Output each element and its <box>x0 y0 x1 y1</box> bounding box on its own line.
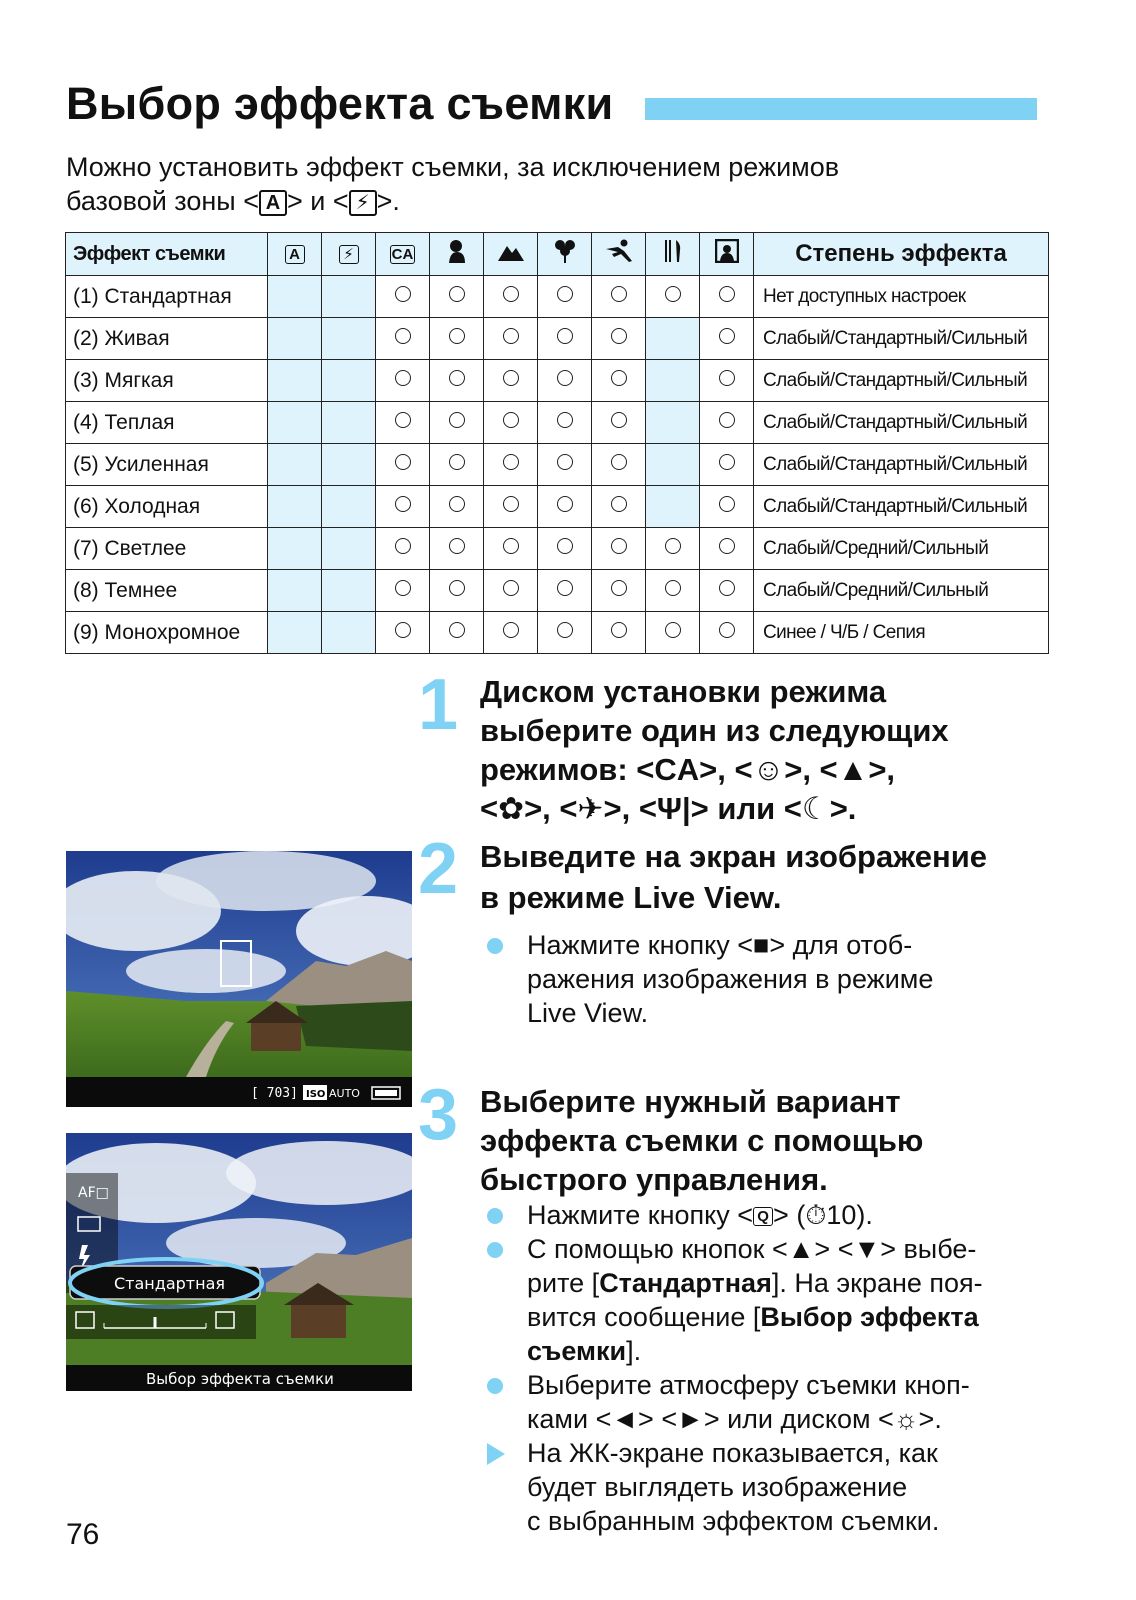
availability-cell <box>646 528 700 570</box>
available-circle-icon <box>665 580 681 596</box>
available-circle-icon <box>557 496 573 512</box>
available-circle-icon <box>611 538 627 554</box>
availability-cell <box>376 276 430 318</box>
step-2-number: 2 <box>418 829 459 909</box>
availability-cell <box>268 528 322 570</box>
availability-cell <box>592 318 646 360</box>
available-circle-icon <box>719 412 735 428</box>
available-circle-icon <box>611 622 627 638</box>
availability-cell <box>268 612 322 654</box>
available-circle-icon <box>557 370 573 386</box>
effect-row <box>66 402 1049 444</box>
available-circle-icon <box>719 328 735 344</box>
availability-cell <box>484 444 538 486</box>
available-circle-icon <box>611 286 627 302</box>
availability-cell <box>700 318 754 360</box>
available-circle-icon <box>665 286 681 302</box>
step-3-bullet-3: Выберите атмосферу съемки кноп- ками <◄> <►> или диском <☼>. <box>487 1368 1047 1436</box>
availability-cell <box>376 402 430 444</box>
available-circle-icon <box>611 496 627 512</box>
available-circle-icon <box>449 370 465 386</box>
available-circle-icon <box>557 580 573 596</box>
availability-cell <box>484 318 538 360</box>
effect-name: (5) Усиленная <box>66 444 268 486</box>
availability-cell <box>484 570 538 612</box>
available-circle-icon <box>611 580 627 596</box>
available-circle-icon <box>449 496 465 512</box>
available-circle-icon <box>611 412 627 428</box>
availability-cell <box>484 528 538 570</box>
effects-table <box>65 232 1049 654</box>
availability-cell <box>538 486 592 528</box>
page-title: Выбор эффекта съемки <box>66 78 614 129</box>
availability-cell <box>430 402 484 444</box>
availability-cell <box>484 360 538 402</box>
effect-level: Слабый/Стандартный/Сильный <box>754 360 1049 402</box>
intro-paragraph <box>66 150 1066 218</box>
available-circle-icon <box>395 538 411 554</box>
screen-caption: Выбор эффекта съемки <box>146 1370 334 1388</box>
availability-cell <box>484 612 538 654</box>
effect-name: (1) Стандартная <box>66 276 268 318</box>
available-circle-icon <box>719 538 735 554</box>
availability-cell <box>538 276 592 318</box>
availability-cell <box>646 318 700 360</box>
availability-cell <box>268 276 322 318</box>
availability-cell <box>700 528 754 570</box>
availability-cell <box>322 612 376 654</box>
availability-cell <box>430 612 484 654</box>
available-circle-icon <box>719 454 735 470</box>
effect-name: (6) Холодная <box>66 486 268 528</box>
availability-cell <box>322 318 376 360</box>
availability-cell <box>538 570 592 612</box>
availability-cell <box>592 276 646 318</box>
quick-control-screen <box>66 1133 412 1391</box>
available-circle-icon <box>557 328 573 344</box>
availability-cell <box>538 360 592 402</box>
effect-name: (4) Теплая <box>66 402 268 444</box>
effect-name: (7) Светлее <box>66 528 268 570</box>
effect-level: Слабый/Стандартный/Сильный <box>754 402 1049 444</box>
available-circle-icon <box>503 538 519 554</box>
available-circle-icon <box>557 622 573 638</box>
availability-cell <box>322 276 376 318</box>
availability-cell <box>592 612 646 654</box>
effect-row <box>66 528 1049 570</box>
availability-cell <box>592 570 646 612</box>
effect-name: (3) Мягкая <box>66 360 268 402</box>
available-circle-icon <box>719 286 735 302</box>
available-circle-icon <box>557 454 573 470</box>
availability-cell <box>322 486 376 528</box>
iso-auto: AUTO <box>329 1087 360 1100</box>
availability-cell <box>376 360 430 402</box>
effect-selected-label[interactable]: Стандартная <box>114 1274 225 1293</box>
available-circle-icon <box>719 622 735 638</box>
effect-name: (8) Темнее <box>66 570 268 612</box>
available-circle-icon <box>665 538 681 554</box>
availability-cell <box>376 486 430 528</box>
available-circle-icon <box>449 622 465 638</box>
availability-cell <box>592 402 646 444</box>
available-circle-icon <box>611 328 627 344</box>
bullet-dot-icon <box>487 1242 503 1258</box>
step-3-text: Выберите нужный вариант эффекта съемки с помощью быстрого управления. <box>480 1084 924 1197</box>
available-circle-icon <box>611 454 627 470</box>
availability-cell <box>268 318 322 360</box>
effect-row <box>66 570 1049 612</box>
available-circle-icon <box>449 454 465 470</box>
effect-level: Слабый/Стандартный/Сильный <box>754 444 1049 486</box>
availability-cell <box>646 360 700 402</box>
availability-cell <box>430 486 484 528</box>
availability-cell <box>376 444 430 486</box>
availability-cell <box>322 570 376 612</box>
flash-off-icon: ⚡ <box>349 190 377 216</box>
availability-cell <box>484 276 538 318</box>
header-effect: Эффект съемки <box>66 233 268 276</box>
live-view-image <box>66 851 412 1107</box>
effect-level: Слабый/Средний/Сильный <box>754 528 1049 570</box>
night-portrait-icon <box>700 233 754 276</box>
availability-cell <box>592 360 646 402</box>
available-circle-icon <box>557 286 573 302</box>
availability-cell <box>700 402 754 444</box>
step-2-text: Выведите на экран изображение в режиме Live View. <box>480 839 988 915</box>
availability-cell <box>430 528 484 570</box>
available-circle-icon <box>449 328 465 344</box>
flash-off-icon: ⚡ <box>322 233 376 276</box>
effect-name: (9) Монохромное <box>66 612 268 654</box>
availability-cell <box>646 486 700 528</box>
effects-table-body <box>66 276 1049 654</box>
availability-cell <box>700 360 754 402</box>
available-circle-icon <box>611 370 627 386</box>
availability-cell <box>592 528 646 570</box>
step-3-bullet-1: Нажмите кнопку < Q > (⏱10). <box>487 1198 1047 1232</box>
available-circle-icon <box>395 622 411 638</box>
available-circle-icon <box>503 370 519 386</box>
available-circle-icon <box>503 580 519 596</box>
availability-cell <box>646 612 700 654</box>
availability-cell <box>700 612 754 654</box>
effect-row <box>66 444 1049 486</box>
effect-name: (2) Живая <box>66 318 268 360</box>
availability-cell <box>322 360 376 402</box>
result-arrow-icon <box>487 1443 505 1465</box>
available-circle-icon <box>395 412 411 428</box>
header-level: Степень эффекта <box>754 233 1049 276</box>
availability-cell <box>538 318 592 360</box>
iso-label: ISO <box>306 1089 326 1100</box>
live-view-button-icon: ■ <box>753 930 770 960</box>
effect-row <box>66 276 1049 318</box>
effect-level: Синее / Ч/Б / Сепия <box>754 612 1049 654</box>
creative-auto-icon: CA <box>376 233 430 276</box>
availability-cell <box>700 444 754 486</box>
availability-cell <box>322 444 376 486</box>
effects-table-header <box>66 233 1049 276</box>
availability-cell <box>322 402 376 444</box>
available-circle-icon <box>665 622 681 638</box>
availability-cell <box>430 276 484 318</box>
availability-cell <box>538 444 592 486</box>
available-circle-icon <box>395 454 411 470</box>
landscape-icon <box>484 233 538 276</box>
food-icon <box>646 233 700 276</box>
availability-cell <box>430 444 484 486</box>
effect-level: Слабый/Средний/Сильный <box>754 570 1049 612</box>
close-up-icon <box>538 233 592 276</box>
step-1-text: Диском установки режима выберите один из следующих режимов: <CA>, <☺>, <▲>, <✿>, <✈>, <Ψ|> или <☾>. <box>480 674 949 826</box>
availability-cell <box>700 276 754 318</box>
availability-cell <box>268 486 322 528</box>
effect-level: Слабый/Стандартный/Сильный <box>754 318 1049 360</box>
available-circle-icon <box>395 286 411 302</box>
scene-intelligent-auto-icon: A <box>259 190 287 216</box>
scene-intelligent-auto-icon: A <box>268 233 322 276</box>
portrait-icon <box>430 233 484 276</box>
available-circle-icon <box>719 496 735 512</box>
availability-cell <box>538 528 592 570</box>
availability-cell <box>592 486 646 528</box>
availability-cell <box>376 570 430 612</box>
page-number: 76 <box>66 1518 100 1551</box>
available-circle-icon <box>503 496 519 512</box>
availability-cell <box>538 612 592 654</box>
availability-cell <box>700 486 754 528</box>
available-circle-icon <box>449 580 465 596</box>
availability-cell <box>268 570 322 612</box>
availability-cell <box>430 570 484 612</box>
af-mode-label: AF□ <box>78 1185 109 1201</box>
shots-remaining: [ 703] <box>251 1086 298 1101</box>
step-3-number: 3 <box>418 1075 459 1155</box>
step-3-bullet-2: С помощью кнопок <▲> <▼> выбе- рите [Стандартная]. На экране поя- вится сообщение [Выбор эффекта съемки]. <box>487 1232 1047 1368</box>
bullet-dot-icon <box>487 1378 503 1394</box>
availability-cell <box>268 402 322 444</box>
available-circle-icon <box>449 538 465 554</box>
step-1-number: 1 <box>418 665 459 745</box>
available-circle-icon <box>503 412 519 428</box>
available-circle-icon <box>449 286 465 302</box>
step-3-bullet-4: На ЖК-экране показывается, как будет выглядеть изображение с выбранным эффектом съемки. <box>487 1436 1047 1538</box>
available-circle-icon <box>395 370 411 386</box>
effect-row <box>66 360 1049 402</box>
available-circle-icon <box>449 412 465 428</box>
available-circle-icon <box>395 328 411 344</box>
effect-row <box>66 318 1049 360</box>
availability-cell <box>538 402 592 444</box>
availability-cell <box>376 528 430 570</box>
live-view-screen <box>66 851 412 1107</box>
availability-cell <box>700 570 754 612</box>
available-circle-icon <box>503 454 519 470</box>
availability-cell <box>646 444 700 486</box>
bullet-dot-icon <box>487 938 503 954</box>
available-circle-icon <box>503 286 519 302</box>
availability-cell <box>592 444 646 486</box>
available-circle-icon <box>503 328 519 344</box>
bullet-dot-icon <box>487 1208 503 1224</box>
effect-row <box>66 612 1049 654</box>
sports-icon <box>592 233 646 276</box>
availability-cell <box>646 402 700 444</box>
effect-level: Нет доступных настроек <box>754 276 1049 318</box>
availability-cell <box>376 612 430 654</box>
availability-cell <box>646 276 700 318</box>
available-circle-icon <box>395 496 411 512</box>
availability-cell <box>376 318 430 360</box>
available-circle-icon <box>503 622 519 638</box>
intro-line-2: базовой зоны < A > и < ⚡ >. <box>66 186 400 216</box>
q-button-icon: Q <box>753 1207 773 1226</box>
availability-cell <box>484 486 538 528</box>
step-2-bullet-1: Нажмите кнопку <■> для отоб- ражения изображения в режиме Live View. <box>487 928 1047 1030</box>
availability-cell <box>484 402 538 444</box>
intro-line-1: Можно установить эффект съемки, за исключением режимов <box>66 152 840 182</box>
effect-row <box>66 486 1049 528</box>
available-circle-icon <box>719 370 735 386</box>
available-circle-icon <box>557 412 573 428</box>
title-accent-bar <box>645 98 1037 120</box>
availability-cell <box>646 570 700 612</box>
availability-cell <box>268 444 322 486</box>
available-circle-icon <box>557 538 573 554</box>
available-circle-icon <box>395 580 411 596</box>
availability-cell <box>430 360 484 402</box>
page-ref: ⏱10 <box>805 1200 857 1230</box>
availability-cell <box>322 528 376 570</box>
quick-control-image <box>66 1133 412 1391</box>
available-circle-icon <box>719 580 735 596</box>
availability-cell <box>430 318 484 360</box>
availability-cell <box>268 360 322 402</box>
effect-level: Слабый/Стандартный/Сильный <box>754 486 1049 528</box>
